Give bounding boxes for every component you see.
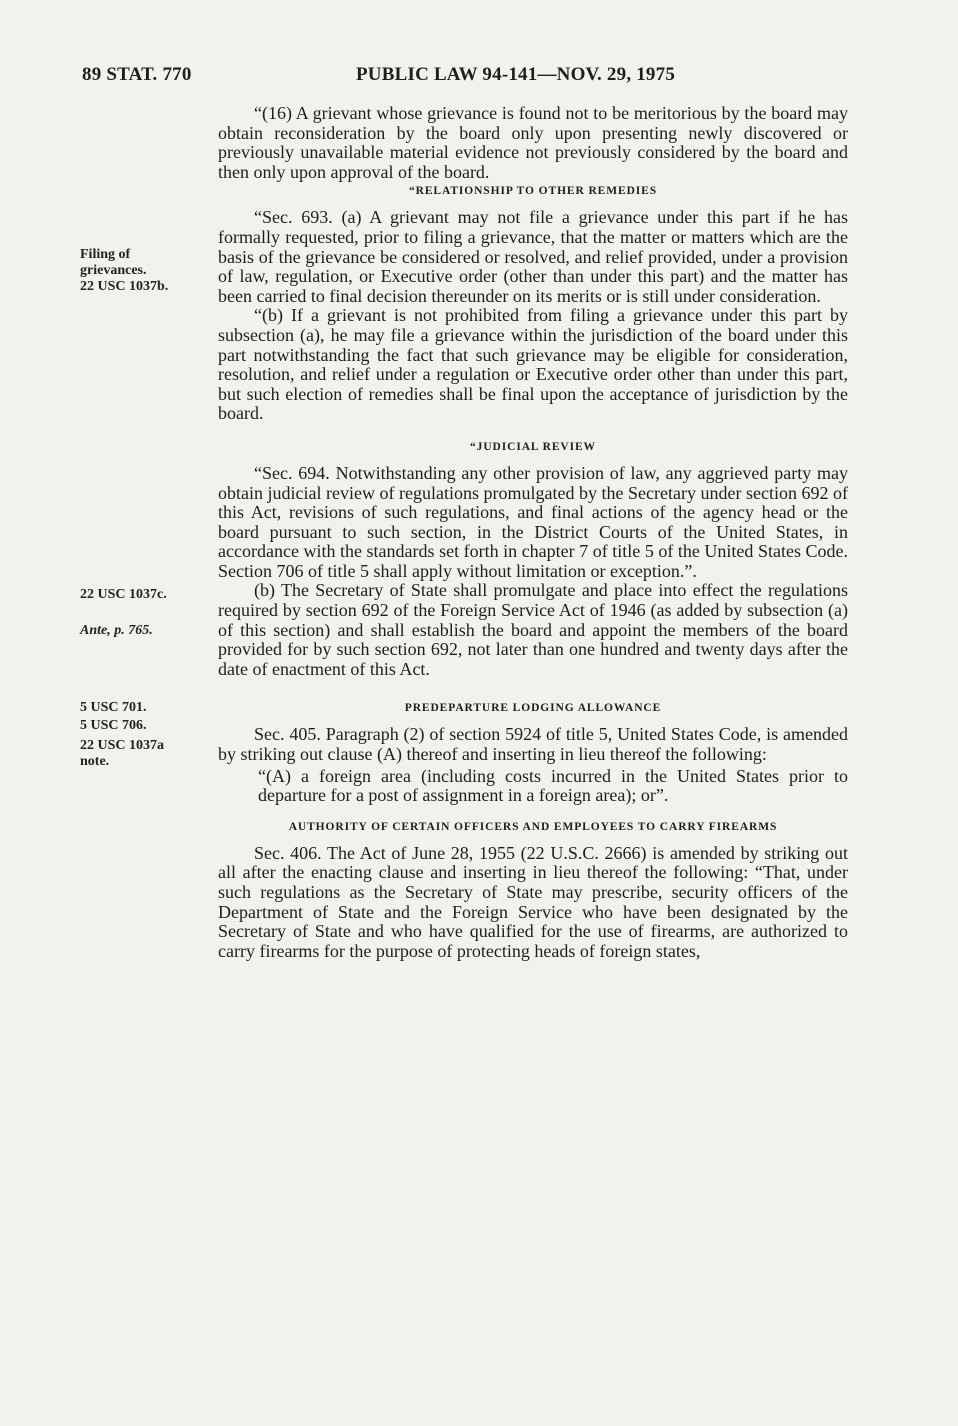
section-405: Sec. 405. Paragraph (2) of section 5924 of title 5, United States Code, is amended by striking out clause (A) thereof and inserting in lieu thereof the following: [218, 724, 848, 765]
section-405-quote: “(A) a foreign area (including costs incurred in the United States prior to departure for a post of assignment in a foreign area); or”. [258, 765, 848, 806]
margin-note-usc-1037a-line2: note. [80, 754, 110, 769]
margin-note-filing-line1: Filing of [80, 247, 131, 262]
heading-relationship: “RELATIONSHIP TO OTHER REMEDIES [408, 185, 658, 198]
section-694: “Sec. 694. Notwithstanding any other provision of law, any aggrieved party may obtain judicial review of regulations promulgated by the Secretary under section 692 of this Act, revisions of such regulations, and final actions of the agency head or the board pursuant to such section, in the District Courts of the United States, in accordance with the standards set forth in chapter 7 of title 5 of the United States Code. Section 706 of title 5 shall apply without limitation or exception.”. [218, 462, 848, 581]
margin-note-filing-line2: grievances. [80, 263, 147, 278]
margin-note-usc-701: 5 USC 701. [80, 700, 147, 715]
paragraph-16: “(16) A grievant whose grievance is found not to be meritorious by the board may obtain reconsideration by the board only upon presenting newly discovered or previously unavailable material evidence not previously considered by the board and then only upon approval of the board. [218, 103, 848, 182]
margin-note-usc-706: 5 USC 706. [80, 718, 147, 733]
heading-firearms: AUTHORITY OF CERTAIN OFFICERS AND EMPLOYEES TO CARRY FIREARMS [288, 820, 778, 833]
document-body [218, 104, 848, 961]
margin-note-usc-1037a [80, 738, 164, 770]
margin-note-usc-1037c: 22 USC 1037c. [80, 587, 167, 602]
margin-note-usc-1037b: 22 USC 1037b. [80, 279, 169, 294]
heading-predeparture: PREDEPARTURE LODGING ALLOWANCE [404, 702, 662, 715]
statute-page-number: 89 STAT. 770 [82, 64, 192, 85]
margin-note-filing [80, 247, 168, 295]
margin-note-usc-1037a-line1: 22 USC 1037a [80, 738, 165, 753]
subsection-b: (b) The Secretary of State shall promulgate and place into effect the regulations required by section 692 of the Foreign Service Act of 1946 (as added by subsection (a) of this section) and shall establish the board and appoint the members of the board provided for by such section 692, not later than one hundred and twenty days after the date of enactment of this Act. [218, 580, 848, 679]
heading-judicial-review: “JUDICIAL REVIEW [470, 440, 596, 453]
margin-note-ante: Ante, p. 765. [80, 623, 153, 638]
section-693-b: “(b) If a grievant is not prohibited from filing a grievance under this part by subsection (a), he may file a grievance within the jurisdiction of the board under this part notwithstanding the fact that such grievance may be eligible for consideration, resolution, and relief under a regulation or Executive order other than under this part, but such election of remedies shall be final upon the acceptance of jurisdiction by the board. [218, 305, 848, 424]
section-693-a: “Sec. 693. (a) A grievant may not file a grievance under this part if he has formally requested, prior to filing a grievance, that the matter or matters which are the basis of the grievance be considered or resolved, and relief provided, under a provision of law, regulation, or Executive order (other than under this part) and the matter has been carried to final decision thereunder on its merits or is still under consideration. [218, 207, 848, 306]
page-title: PUBLIC LAW 94-141—NOV. 29, 1975 [356, 64, 676, 85]
section-406: Sec. 406. The Act of June 28, 1955 (22 U.S.C. 2666) is amended by striking out all after the enacting clause and inserting in lieu thereof the following: “That, under such regulations as the Secretary of State may prescribe, security officers of the Department of State and the Foreign Service who have been designated by the Secretary of State and who have qualified for the use of firearms, are authorized to carry firearms for the purpose of protecting heads of foreign states, [218, 842, 848, 961]
